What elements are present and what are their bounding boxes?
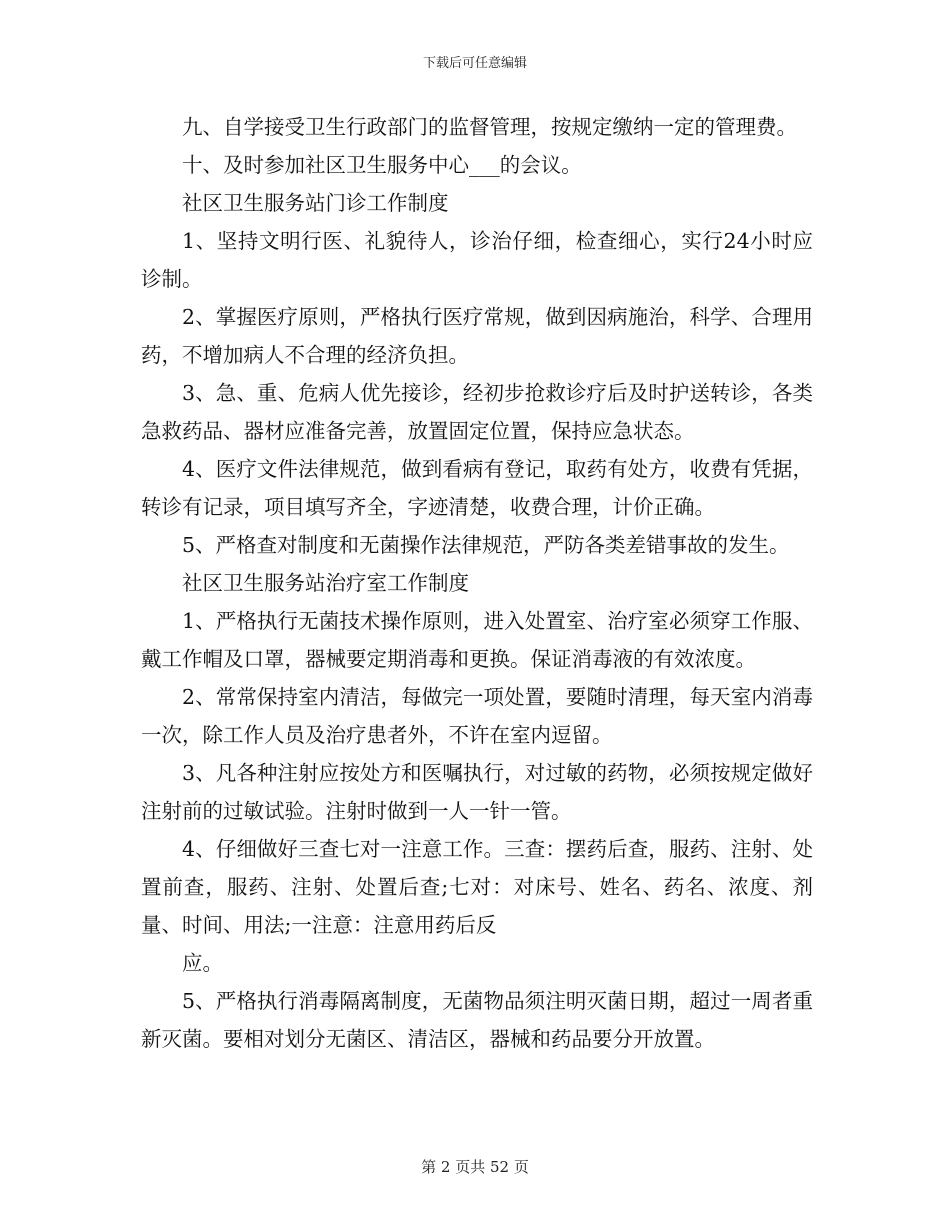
paragraph-outpatient-1: 1、坚持文明行医、礼貌待人，诊治仔细，检查细心，实行24小时应诊制。 [141, 229, 813, 291]
paragraph-outpatient-4: 4、医疗文件法律规范，做到看病有登记，取药有处方，收费有凭据，转诊有记录，项目填写齐全，字迹清楚，收费合理，计价正确。 [141, 457, 813, 519]
page-header: 下载后可任意编辑 [422, 56, 527, 71]
page-footer: 第 2 页共 52 页 [421, 1158, 529, 1176]
paragraph-treatment-5: 5、严格执行消毒隔离制度，无菌物品须注明灭菌日期，超过一周者重新灭菌。要相对划分无菌区、清洁区，器械和药品要分开放置。 [141, 989, 813, 1051]
paragraph-item-10: 十、及时参加社区卫生服务中心___的会议。 [182, 153, 582, 177]
section-heading-treatment-room: 社区卫生服务站治疗室工作制度 [182, 571, 469, 595]
paragraph-treatment-3: 3、凡各种注射应按处方和医嘱执行，对过敏的药物，必须按规定做好注射前的过敏试验。注射时做到一人一针一管。 [141, 761, 813, 823]
paragraph-treatment-1: 1、严格执行无菌技术操作原则，进入处置室、治疗室必须穿工作服、戴工作帽及口罩，器械要定期消毒和更换。保证消毒液的有效浓度。 [141, 609, 813, 671]
paragraph-outpatient-2: 2、掌握医疗原则，严格执行医疗常规，做到因病施治，科学、合理用药，不增加病人不合理的经济负担。 [141, 305, 813, 367]
paragraph-item-9: 九、自学接受卫生行政部门的监督管理，按规定缴纳一定的管理费。 [182, 115, 797, 139]
document-body [141, 108, 813, 1058]
paragraph-treatment-4: 4、仔细做好三查七对一注意工作。三查：摆药后查，服药、注射、处置前查，服药、注射、处置后查;七对：对床号、姓名、药名、浓度、剂量、时间、用法;一注意：注意用药后反 [141, 837, 813, 937]
paragraph-outpatient-5: 5、严格查对制度和无菌操作法律规范，严防各类差错事故的发生。 [182, 533, 790, 557]
section-heading-outpatient: 社区卫生服务站门诊工作制度 [182, 191, 449, 215]
paragraph-treatment-4-tail: 应。 [182, 951, 223, 975]
paragraph-outpatient-3: 3、急、重、危病人优先接诊，经初步抢救诊疗后及时护送转诊，各类急救药品、器材应准备完善，放置固定位置，保持应急状态。 [141, 381, 813, 443]
paragraph-treatment-2: 2、常常保持室内清洁，每做完一项处置，要随时清理，每天室内消毒一次，除工作人员及治疗患者外，不许在室内逗留。 [141, 685, 813, 747]
